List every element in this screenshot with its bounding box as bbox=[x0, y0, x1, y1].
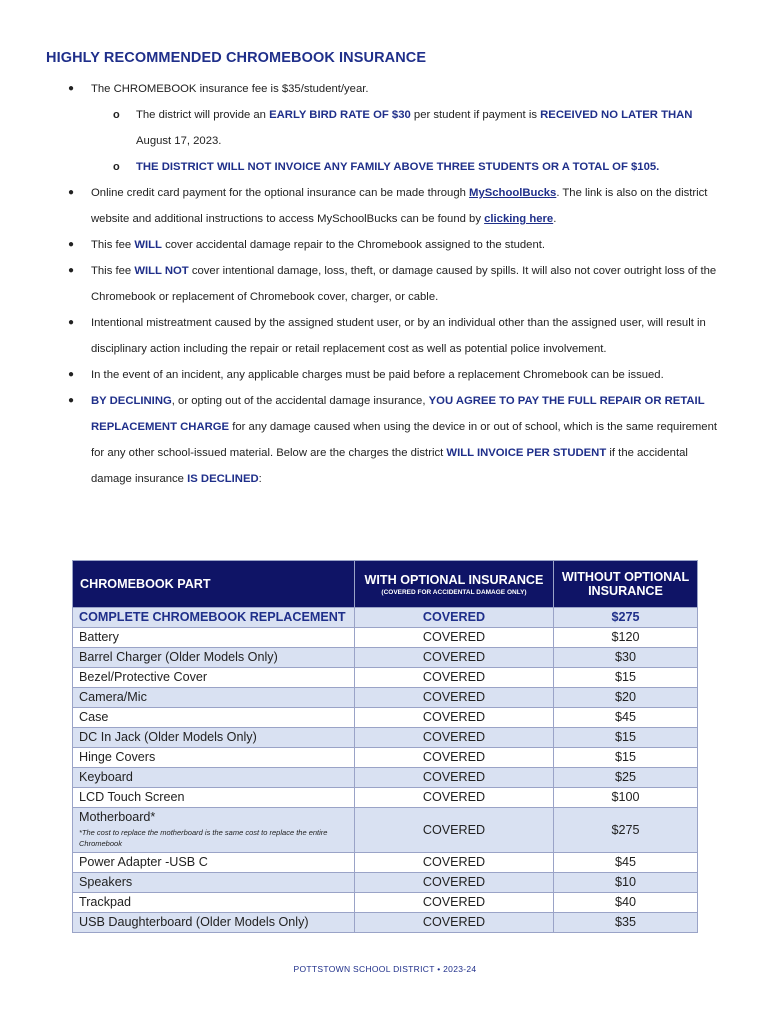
cell-without-insurance: $20 bbox=[554, 688, 698, 708]
part-name: Battery bbox=[79, 630, 119, 644]
text: . bbox=[553, 213, 557, 225]
part-name: Hinge Covers bbox=[79, 750, 156, 764]
highlight: WILL NOT bbox=[134, 265, 189, 277]
cell-without-insurance: $45 bbox=[554, 708, 698, 728]
text: if the accidental damage insurance bbox=[91, 447, 688, 485]
header-note: (COVERED FOR ACCIDENTAL DAMAGE ONLY) bbox=[381, 588, 527, 596]
cell-without-insurance: $275 bbox=[554, 808, 698, 853]
bullet-declining bbox=[0, 388, 770, 492]
column-header-with-insurance bbox=[355, 561, 554, 608]
bullet-payment bbox=[0, 180, 770, 232]
cell-without-insurance: $15 bbox=[554, 748, 698, 768]
text: . The link is also on the district website and additional instructions to access MySchoolBucks can be found by bbox=[91, 187, 708, 225]
cell-without-insurance: $120 bbox=[554, 628, 698, 648]
text: Intentional mistreatment caused by the assigned student user, or by an individual other than the assigned user, will result in disciplinary action including the repair or retail replacement cost as well as potential police involvement. bbox=[91, 317, 706, 355]
cell-part bbox=[73, 608, 355, 628]
cell-with-insurance: COVERED bbox=[355, 808, 554, 853]
bullet-icon: ● bbox=[68, 369, 75, 380]
text: In the event of an incident, any applicable charges must be paid before a replacement Chromebook can be issued. bbox=[91, 369, 664, 381]
cell-with-insurance: COVERED bbox=[355, 688, 554, 708]
highlight: IS DECLINED bbox=[187, 473, 259, 485]
subbullet-early-bird bbox=[0, 102, 770, 154]
cell-with-insurance: COVERED bbox=[355, 648, 554, 668]
part-note: *The cost to replace the motherboard is the same cost to replace the entire Chromebook bbox=[79, 828, 328, 848]
cell-part bbox=[73, 768, 355, 788]
text: cover intentional damage, loss, theft, or damage caused by spills. It will also not cover outright loss of the Chromebook or replacement of Chromebook cover, charger, or cable. bbox=[91, 265, 717, 303]
cell-with-insurance: COVERED bbox=[355, 873, 554, 893]
cell-part bbox=[73, 788, 355, 808]
cell-with-insurance: COVERED bbox=[355, 628, 554, 648]
part-name: COMPLETE CHROMEBOOK REPLACEMENT bbox=[79, 610, 346, 624]
cell-with-insurance: COVERED bbox=[355, 728, 554, 748]
table-row bbox=[73, 608, 698, 628]
cell-with-insurance: COVERED bbox=[355, 768, 554, 788]
part-name: Power Adapter -USB C bbox=[79, 855, 208, 869]
bullet-text: The CHROMEBOOK insurance fee is $35/student/year. bbox=[91, 83, 369, 95]
cell-with-insurance: COVERED bbox=[355, 608, 554, 628]
cell-part bbox=[73, 628, 355, 648]
bullet-will-not-cover bbox=[0, 258, 770, 310]
cell-without-insurance: $275 bbox=[554, 608, 698, 628]
part-name: LCD Touch Screen bbox=[79, 790, 185, 804]
cell-without-insurance: $100 bbox=[554, 788, 698, 808]
bullet-icon: ● bbox=[68, 395, 75, 406]
text: per student if payment is bbox=[410, 109, 541, 121]
text: for any damage caused when using the device in or out of school, which is the same requirement for any other school-issued material. Below are the charges the district bbox=[91, 421, 718, 459]
page-title: HIGHLY RECOMMENDED CHROMEBOOK INSURANCE bbox=[46, 50, 427, 66]
cell-part bbox=[73, 808, 355, 853]
subbullet-family-cap bbox=[0, 154, 770, 180]
text: The district will provide an bbox=[136, 109, 270, 121]
highlight: BY DECLINING bbox=[91, 395, 172, 407]
text: This fee bbox=[91, 239, 135, 251]
cell-part bbox=[73, 748, 355, 768]
clicking-here-link[interactable]: clicking here bbox=[484, 213, 554, 225]
cell-without-insurance: $10 bbox=[554, 873, 698, 893]
part-name: Trackpad bbox=[79, 895, 132, 909]
table-row bbox=[73, 668, 698, 688]
highlight: WILL INVOICE PER STUDENT bbox=[446, 447, 607, 459]
table-row bbox=[73, 748, 698, 768]
cell-with-insurance: COVERED bbox=[355, 788, 554, 808]
cell-part bbox=[73, 913, 355, 933]
text: cover accidental damage repair to the Chromebook assigned to the student. bbox=[161, 239, 546, 251]
bullet-icon: ● bbox=[68, 187, 75, 198]
cell-without-insurance: $45 bbox=[554, 853, 698, 873]
bullet-fee bbox=[0, 76, 770, 102]
part-name: Case bbox=[79, 710, 109, 724]
cell-with-insurance: COVERED bbox=[355, 913, 554, 933]
highlight: YOU AGREE TO PAY THE FULL REPAIR OR RETAIL REPLACEMENT CHARGE bbox=[91, 395, 705, 433]
highlight: WILL bbox=[134, 239, 162, 251]
text: : bbox=[258, 473, 262, 485]
part-name: Motherboard* bbox=[79, 810, 156, 824]
table-header-row bbox=[73, 561, 698, 608]
part-name: USB Daughterboard (Older Models Only) bbox=[79, 915, 309, 929]
part-name: Camera/Mic bbox=[79, 690, 147, 704]
text: Online credit card payment for the optional insurance can be made through bbox=[91, 187, 470, 199]
charges-table bbox=[72, 560, 698, 933]
cell-part bbox=[73, 708, 355, 728]
cell-part bbox=[73, 728, 355, 748]
bullet-mistreatment bbox=[0, 310, 770, 362]
table-row bbox=[73, 853, 698, 873]
table-row bbox=[73, 913, 698, 933]
text: , or opting out of the accidental damage insurance, bbox=[171, 395, 429, 407]
text: August 17, 2023. bbox=[136, 135, 222, 147]
bullet-icon: ● bbox=[68, 317, 75, 328]
cell-part bbox=[73, 893, 355, 913]
highlight: THE DISTRICT WILL NOT INVOICE ANY FAMILY ABOVE THREE STUDENTS OR A TOTAL OF $105. bbox=[136, 161, 660, 173]
cell-with-insurance: COVERED bbox=[355, 668, 554, 688]
cell-part bbox=[73, 688, 355, 708]
table-row bbox=[73, 873, 698, 893]
cell-part bbox=[73, 648, 355, 668]
cell-with-insurance: COVERED bbox=[355, 853, 554, 873]
table-row bbox=[73, 708, 698, 728]
text: This fee bbox=[91, 265, 135, 277]
header-label: WITH OPTIONAL INSURANCE bbox=[364, 572, 544, 587]
table-row bbox=[73, 648, 698, 668]
bullet-incident bbox=[0, 362, 770, 388]
page-footer: POTTSTOWN SCHOOL DISTRICT • 2023-24 bbox=[293, 964, 477, 974]
table-row bbox=[73, 688, 698, 708]
column-header-without-insurance: WITHOUT OPTIONAL INSURANCE bbox=[554, 561, 698, 608]
cell-without-insurance: $35 bbox=[554, 913, 698, 933]
cell-with-insurance: COVERED bbox=[355, 708, 554, 728]
insurance-bullet-list bbox=[0, 76, 770, 492]
cell-without-insurance: $30 bbox=[554, 648, 698, 668]
bullet-icon: ● bbox=[68, 239, 75, 250]
cell-without-insurance: $15 bbox=[554, 728, 698, 748]
part-name: Speakers bbox=[79, 875, 133, 889]
highlight: EARLY BIRD RATE OF $30 bbox=[269, 109, 411, 121]
table-row bbox=[73, 628, 698, 648]
bullet-will-cover bbox=[0, 232, 770, 258]
cell-with-insurance: COVERED bbox=[355, 893, 554, 913]
cell-part bbox=[73, 853, 355, 873]
bullet-icon: ● bbox=[68, 265, 75, 276]
table-row bbox=[73, 808, 698, 853]
table-row bbox=[73, 893, 698, 913]
table-row bbox=[73, 768, 698, 788]
cell-with-insurance: COVERED bbox=[355, 748, 554, 768]
cell-part bbox=[73, 668, 355, 688]
part-name: Bezel/Protective Cover bbox=[79, 670, 208, 684]
subbullet-icon: o bbox=[113, 109, 120, 121]
part-name: Barrel Charger (Older Models Only) bbox=[79, 650, 278, 664]
cell-part bbox=[73, 873, 355, 893]
subbullet-icon: o bbox=[113, 161, 120, 173]
table-row bbox=[73, 728, 698, 748]
table-row bbox=[73, 788, 698, 808]
part-name: DC In Jack (Older Models Only) bbox=[79, 730, 257, 744]
column-header-part: CHROMEBOOK PART bbox=[73, 561, 355, 608]
highlight: RECEIVED NO LATER THAN bbox=[540, 109, 693, 121]
cell-without-insurance: $40 bbox=[554, 893, 698, 913]
myschoolbucks-link[interactable]: MySchoolBucks bbox=[469, 187, 557, 199]
cell-without-insurance: $15 bbox=[554, 668, 698, 688]
part-name: Keyboard bbox=[79, 770, 133, 784]
cell-without-insurance: $25 bbox=[554, 768, 698, 788]
bullet-icon: ● bbox=[68, 83, 75, 94]
